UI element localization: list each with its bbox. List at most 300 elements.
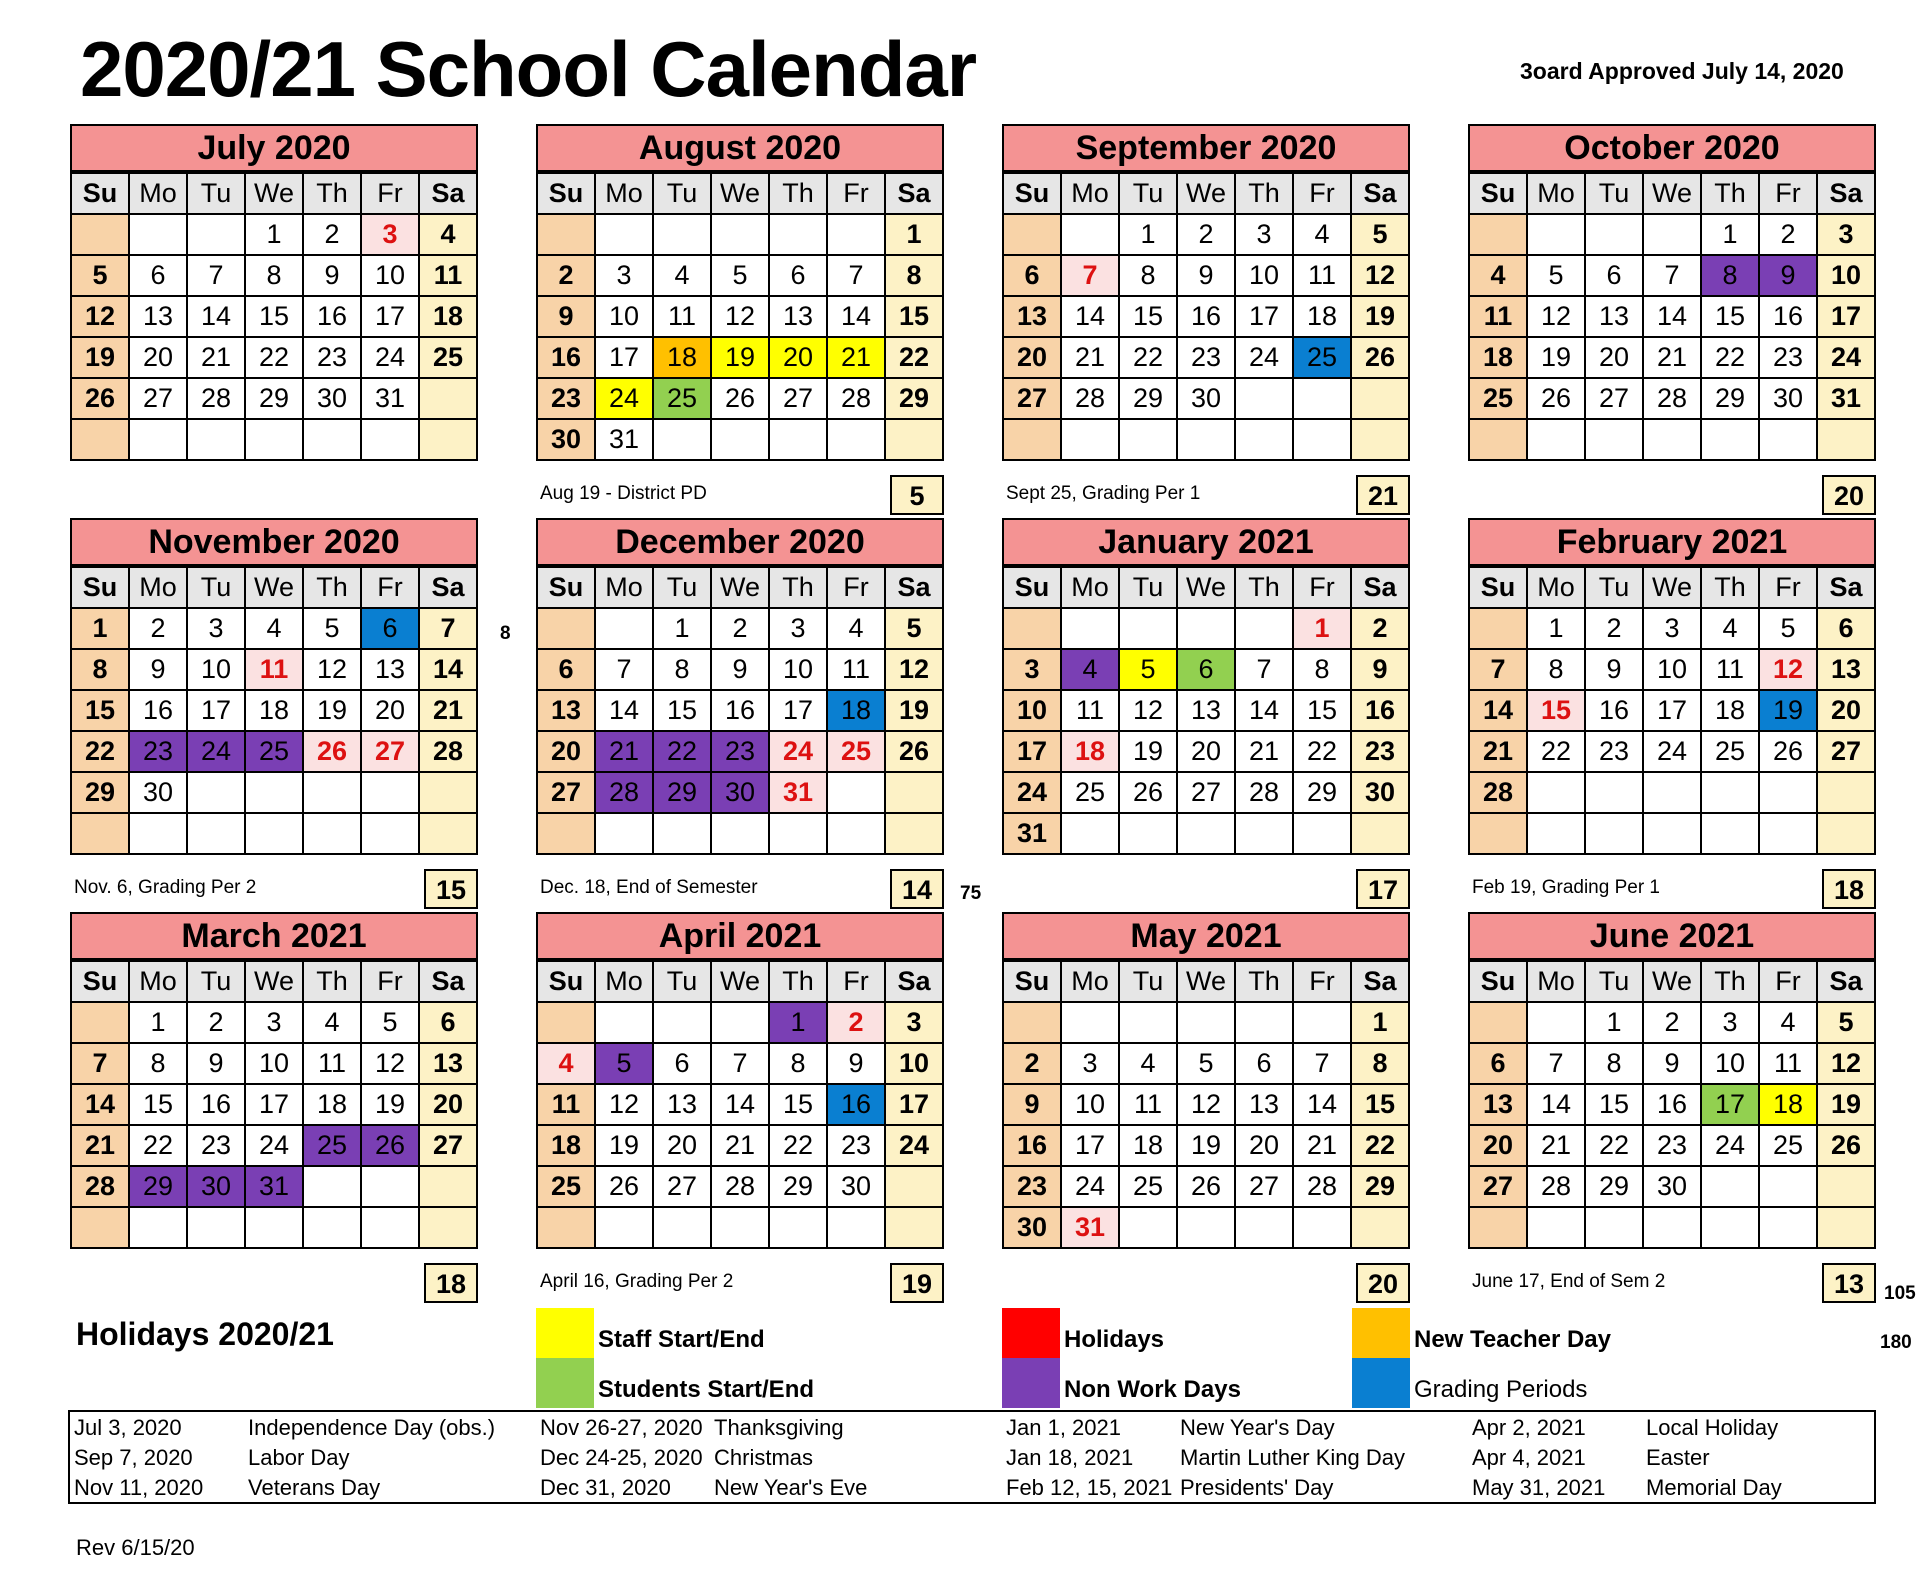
legend-label: Students Start/End: [598, 1376, 815, 1403]
empty-cell: [1061, 419, 1119, 460]
day-cell: 4: [653, 255, 711, 296]
day-cell: 15: [1585, 1084, 1643, 1125]
day-cell: 20: [1817, 690, 1875, 731]
day-cell: 20: [1177, 731, 1235, 772]
holiday-date: Dec 24-25, 2020: [540, 1445, 703, 1470]
day-cell: 13: [1585, 296, 1643, 337]
legend-swatch: [1002, 1308, 1060, 1358]
weekday-header: Mo: [595, 173, 653, 214]
weekday-header: Su: [71, 567, 129, 608]
day-cell: 8: [769, 1043, 827, 1084]
day-cell: 11: [1119, 1084, 1177, 1125]
day-cell: 21: [419, 690, 477, 731]
day-cell: 16: [1759, 296, 1817, 337]
weekday-header: Sa: [1351, 961, 1409, 1002]
day-cell: 30: [827, 1166, 885, 1207]
day-cell: 2: [303, 214, 361, 255]
year-total: 180: [1880, 1332, 1912, 1353]
day-cell: 4: [827, 608, 885, 649]
empty-cell: [1177, 813, 1235, 854]
month-day-count: 18: [1822, 869, 1876, 909]
empty-cell: [1759, 1166, 1817, 1207]
empty-cell: [1469, 1002, 1527, 1043]
empty-cell: [885, 1207, 943, 1248]
day-cell: 31: [245, 1166, 303, 1207]
day-cell: 15: [245, 296, 303, 337]
empty-cell: [129, 419, 187, 460]
day-cell: 22: [1351, 1125, 1409, 1166]
day-cell: 9: [827, 1043, 885, 1084]
day-cell: 21: [595, 731, 653, 772]
day-cell: 18: [1701, 690, 1759, 731]
day-cell: 27: [361, 731, 419, 772]
month-note: Sept 25, Grading Per 1: [1006, 483, 1201, 504]
day-cell: 10: [595, 296, 653, 337]
day-cell: 24: [245, 1125, 303, 1166]
empty-cell: [653, 1207, 711, 1248]
day-cell: 4: [303, 1002, 361, 1043]
day-cell: 5: [595, 1043, 653, 1084]
month-day-count: 20: [1356, 1263, 1410, 1303]
legend-swatch: [1352, 1358, 1410, 1408]
empty-cell: [653, 1002, 711, 1043]
weekday-header: Mo: [1527, 961, 1585, 1002]
weekday-header: Mo: [1061, 567, 1119, 608]
day-cell: 20: [361, 690, 419, 731]
month-day-count: 18: [424, 1263, 478, 1303]
day-cell: 18: [303, 1084, 361, 1125]
empty-cell: [1643, 214, 1701, 255]
day-cell: 9: [1003, 1084, 1061, 1125]
empty-cell: [1585, 419, 1643, 460]
empty-cell: [245, 813, 303, 854]
empty-cell: [1759, 772, 1817, 813]
holiday-date: Nov 11, 2020: [74, 1475, 204, 1500]
day-cell: 25: [1119, 1166, 1177, 1207]
day-cell: 8: [1701, 255, 1759, 296]
month-day-count: 14: [890, 869, 944, 909]
legend-swatch: [536, 1358, 594, 1408]
month-august-2020: [536, 124, 944, 461]
day-cell: 10: [1061, 1084, 1119, 1125]
day-cell: 22: [1527, 731, 1585, 772]
day-cell: 2: [1585, 608, 1643, 649]
weekday-header: Th: [1701, 173, 1759, 214]
day-cell: 23: [1585, 731, 1643, 772]
day-cell: 17: [1643, 690, 1701, 731]
holiday-name: Veterans Day: [248, 1475, 381, 1500]
day-cell: 3: [1061, 1043, 1119, 1084]
empty-cell: [1177, 1207, 1235, 1248]
day-cell: 7: [71, 1043, 129, 1084]
empty-cell: [245, 419, 303, 460]
day-cell: 23: [129, 731, 187, 772]
legend-label: Non Work Days: [1064, 1376, 1241, 1403]
day-cell: 31: [361, 378, 419, 419]
day-cell: 6: [537, 649, 595, 690]
day-cell: 1: [71, 608, 129, 649]
day-cell: 5: [1527, 255, 1585, 296]
day-cell: 21: [711, 1125, 769, 1166]
day-cell: 22: [1119, 337, 1177, 378]
day-cell: 26: [1177, 1166, 1235, 1207]
empty-cell: [1527, 214, 1585, 255]
holiday-date: Apr 4, 2021: [1472, 1445, 1586, 1470]
day-cell: 9: [711, 649, 769, 690]
weekday-header: Sa: [1817, 567, 1875, 608]
empty-cell: [1351, 1207, 1409, 1248]
empty-cell: [245, 1207, 303, 1248]
day-cell: 30: [129, 772, 187, 813]
empty-cell: [1527, 419, 1585, 460]
empty-cell: [1119, 1207, 1177, 1248]
day-cell: 30: [1003, 1207, 1061, 1248]
weekday-header: Fr: [1759, 961, 1817, 1002]
month-june-2021: [1468, 912, 1876, 1249]
day-cell: 17: [245, 1084, 303, 1125]
weekday-header: Tu: [1585, 567, 1643, 608]
day-cell: 30: [187, 1166, 245, 1207]
day-cell: 25: [1701, 731, 1759, 772]
month-day-count: 21: [1356, 475, 1410, 515]
day-cell: 14: [595, 690, 653, 731]
empty-cell: [187, 1207, 245, 1248]
day-cell: 18: [537, 1125, 595, 1166]
empty-cell: [1293, 419, 1351, 460]
empty-cell: [1119, 1002, 1177, 1043]
empty-cell: [1235, 378, 1293, 419]
day-cell: 2: [1003, 1043, 1061, 1084]
day-cell: 28: [1293, 1166, 1351, 1207]
day-cell: 15: [1527, 690, 1585, 731]
empty-cell: [1177, 419, 1235, 460]
day-cell: 1: [245, 214, 303, 255]
day-cell: 22: [1293, 731, 1351, 772]
day-cell: 2: [827, 1002, 885, 1043]
day-cell: 15: [769, 1084, 827, 1125]
day-cell: 19: [1177, 1125, 1235, 1166]
empty-cell: [303, 772, 361, 813]
day-cell: 12: [1351, 255, 1409, 296]
holiday-name: Local Holiday: [1646, 1415, 1779, 1440]
weekday-header: Th: [1235, 961, 1293, 1002]
month-title: September 2020: [1002, 124, 1410, 172]
day-cell: 21: [187, 337, 245, 378]
weekday-header: Tu: [653, 567, 711, 608]
weekday-header: Fr: [827, 961, 885, 1002]
month-title: May 2021: [1002, 912, 1410, 960]
empty-cell: [769, 214, 827, 255]
day-cell: 29: [1293, 772, 1351, 813]
day-cell: 6: [1003, 255, 1061, 296]
day-cell: 5: [1351, 214, 1409, 255]
day-cell: 25: [1469, 378, 1527, 419]
day-cell: 19: [303, 690, 361, 731]
day-cell: 28: [1643, 378, 1701, 419]
day-cell: 7: [711, 1043, 769, 1084]
day-cell: 26: [1817, 1125, 1875, 1166]
month-may-2021: [1002, 912, 1410, 1249]
weekday-header: We: [1643, 961, 1701, 1002]
empty-cell: [361, 1207, 419, 1248]
empty-cell: [1817, 1207, 1875, 1248]
day-cell: 6: [361, 608, 419, 649]
empty-cell: [1701, 1166, 1759, 1207]
day-cell: 24: [1061, 1166, 1119, 1207]
day-cell: 24: [769, 731, 827, 772]
day-cell: 20: [1003, 337, 1061, 378]
day-cell: 26: [1527, 378, 1585, 419]
month-title: June 2021: [1468, 912, 1876, 960]
empty-cell: [1643, 813, 1701, 854]
day-cell: 26: [595, 1166, 653, 1207]
day-cell: 11: [419, 255, 477, 296]
day-cell: 13: [1235, 1084, 1293, 1125]
day-cell: 20: [419, 1084, 477, 1125]
day-cell: 4: [1759, 1002, 1817, 1043]
month-note: Dec. 18, End of Semester: [540, 877, 758, 898]
day-cell: 4: [1469, 255, 1527, 296]
day-cell: 20: [1469, 1125, 1527, 1166]
month-day-count: 17: [1356, 869, 1410, 909]
day-cell: 29: [1119, 378, 1177, 419]
day-cell: 8: [129, 1043, 187, 1084]
weekday-header: Sa: [885, 173, 943, 214]
day-cell: 28: [827, 378, 885, 419]
weekday-header: Fr: [1293, 961, 1351, 1002]
weekday-header: We: [1177, 961, 1235, 1002]
day-cell: 22: [129, 1125, 187, 1166]
day-cell: 10: [1235, 255, 1293, 296]
weekday-header: Sa: [885, 567, 943, 608]
weekday-header: Tu: [1119, 173, 1177, 214]
day-cell: 7: [595, 649, 653, 690]
day-cell: 27: [1585, 378, 1643, 419]
legend-swatch: [1352, 1308, 1410, 1358]
day-cell: 27: [1469, 1166, 1527, 1207]
day-cell: 2: [187, 1002, 245, 1043]
day-cell: 16: [537, 337, 595, 378]
weekday-header: Fr: [361, 567, 419, 608]
empty-cell: [653, 214, 711, 255]
empty-cell: [827, 813, 885, 854]
day-cell: 3: [361, 214, 419, 255]
day-cell: 31: [1061, 1207, 1119, 1248]
weekday-header: Fr: [361, 961, 419, 1002]
day-cell: 14: [1235, 690, 1293, 731]
day-cell: 11: [537, 1084, 595, 1125]
empty-cell: [71, 1207, 129, 1248]
day-cell: 14: [1469, 690, 1527, 731]
day-cell: 14: [1527, 1084, 1585, 1125]
legend-label: Grading Periods: [1414, 1376, 1588, 1403]
day-cell: 25: [1293, 337, 1351, 378]
holiday-date: Sep 7, 2020: [74, 1445, 193, 1470]
day-cell: 23: [1643, 1125, 1701, 1166]
empty-cell: [1293, 1207, 1351, 1248]
empty-cell: [1061, 1002, 1119, 1043]
month-title: July 2020: [70, 124, 478, 172]
empty-cell: [1701, 772, 1759, 813]
empty-cell: [537, 1002, 595, 1043]
empty-cell: [769, 419, 827, 460]
day-cell: 31: [595, 419, 653, 460]
day-cell: 17: [885, 1084, 943, 1125]
day-cell: 13: [537, 690, 595, 731]
day-cell: 10: [885, 1043, 943, 1084]
month-march-2021: [70, 912, 478, 1249]
weekday-header: Th: [1701, 961, 1759, 1002]
day-cell: 5: [1759, 608, 1817, 649]
day-cell: 3: [1701, 1002, 1759, 1043]
weekday-header: Tu: [1585, 961, 1643, 1002]
weekday-header: Tu: [1119, 961, 1177, 1002]
day-cell: 27: [1177, 772, 1235, 813]
weekday-header: Mo: [1061, 961, 1119, 1002]
legend-label: New Teacher Day: [1414, 1326, 1611, 1353]
empty-cell: [1759, 419, 1817, 460]
day-cell: 5: [885, 608, 943, 649]
day-cell: 6: [1585, 255, 1643, 296]
empty-cell: [71, 214, 129, 255]
weekday-header: Tu: [187, 567, 245, 608]
weekday-header: Sa: [1351, 567, 1409, 608]
month-december-2020: [536, 518, 944, 855]
day-cell: 24: [1817, 337, 1875, 378]
day-cell: 30: [1351, 772, 1409, 813]
day-cell: 5: [303, 608, 361, 649]
weekday-header: Tu: [1585, 173, 1643, 214]
weekday-header: Mo: [129, 961, 187, 1002]
day-cell: 2: [711, 608, 769, 649]
day-cell: 7: [187, 255, 245, 296]
holiday-date: May 31, 2021: [1472, 1475, 1606, 1500]
legend-label: Holidays: [1064, 1326, 1165, 1353]
empty-cell: [1119, 419, 1177, 460]
empty-cell: [827, 419, 885, 460]
day-cell: 20: [537, 731, 595, 772]
day-cell: 19: [361, 1084, 419, 1125]
weekday-header: Sa: [419, 961, 477, 1002]
weekday-header: Mo: [1061, 173, 1119, 214]
empty-cell: [1003, 1002, 1061, 1043]
day-cell: 12: [1817, 1043, 1875, 1084]
day-cell: 8: [1351, 1043, 1409, 1084]
day-cell: 7: [1235, 649, 1293, 690]
day-cell: 29: [129, 1166, 187, 1207]
day-cell: 23: [537, 378, 595, 419]
empty-cell: [129, 813, 187, 854]
day-cell: 12: [1527, 296, 1585, 337]
weekday-header: Su: [1469, 173, 1527, 214]
weekday-header: Fr: [1293, 173, 1351, 214]
day-cell: 17: [595, 337, 653, 378]
day-cell: 28: [1235, 772, 1293, 813]
weekday-header: Su: [537, 961, 595, 1002]
day-cell: 30: [1759, 378, 1817, 419]
day-cell: 10: [1643, 649, 1701, 690]
weekday-header: We: [245, 567, 303, 608]
day-cell: 26: [361, 1125, 419, 1166]
day-cell: 4: [1293, 214, 1351, 255]
day-cell: 29: [1351, 1166, 1409, 1207]
day-cell: 21: [71, 1125, 129, 1166]
day-cell: 12: [71, 296, 129, 337]
weekday-header: Fr: [1759, 173, 1817, 214]
day-cell: 31: [1817, 378, 1875, 419]
day-cell: 8: [1293, 649, 1351, 690]
day-cell: 1: [1119, 214, 1177, 255]
day-cell: 26: [1759, 731, 1817, 772]
day-cell: 22: [245, 337, 303, 378]
day-cell: 15: [1351, 1084, 1409, 1125]
empty-cell: [1235, 419, 1293, 460]
month-note: Feb 19, Grading Per 1: [1472, 877, 1660, 898]
day-cell: 11: [1701, 649, 1759, 690]
day-cell: 5: [711, 255, 769, 296]
weekday-header: Mo: [1527, 173, 1585, 214]
empty-cell: [1469, 813, 1527, 854]
weekday-header: We: [711, 961, 769, 1002]
day-cell: 2: [1351, 608, 1409, 649]
day-cell: 17: [1003, 731, 1061, 772]
day-cell: 16: [1177, 296, 1235, 337]
day-cell: 20: [1585, 337, 1643, 378]
day-cell: 19: [885, 690, 943, 731]
empty-cell: [245, 772, 303, 813]
day-cell: 4: [419, 214, 477, 255]
day-cell: 21: [1469, 731, 1527, 772]
day-cell: 24: [187, 731, 245, 772]
empty-cell: [1351, 378, 1409, 419]
empty-cell: [1351, 813, 1409, 854]
empty-cell: [1235, 1207, 1293, 1248]
empty-cell: [1235, 1002, 1293, 1043]
day-cell: 30: [1643, 1166, 1701, 1207]
empty-cell: [827, 214, 885, 255]
day-cell: 29: [245, 378, 303, 419]
holiday-date: Jan 18, 2021: [1006, 1445, 1134, 1470]
empty-cell: [1235, 813, 1293, 854]
empty-cell: [711, 1207, 769, 1248]
weekday-header: Sa: [885, 961, 943, 1002]
day-cell: 22: [1585, 1125, 1643, 1166]
day-cell: 18: [1119, 1125, 1177, 1166]
day-cell: 28: [711, 1166, 769, 1207]
day-cell: 29: [71, 772, 129, 813]
day-cell: 14: [711, 1084, 769, 1125]
day-cell: 2: [1177, 214, 1235, 255]
weekday-header: Sa: [1351, 173, 1409, 214]
day-cell: 1: [1701, 214, 1759, 255]
empty-cell: [1527, 1002, 1585, 1043]
page-title: 2020/21 School Calendar: [80, 25, 977, 113]
day-cell: 1: [1293, 608, 1351, 649]
day-cell: 14: [1061, 296, 1119, 337]
weekday-header: Tu: [187, 961, 245, 1002]
day-cell: 4: [1701, 608, 1759, 649]
empty-cell: [1469, 1207, 1527, 1248]
day-cell: 25: [1061, 772, 1119, 813]
empty-cell: [1527, 813, 1585, 854]
month-february-2021: [1468, 518, 1876, 855]
empty-cell: [419, 1207, 477, 1248]
empty-cell: [1585, 813, 1643, 854]
day-cell: 17: [1235, 296, 1293, 337]
month-title: April 2021: [536, 912, 944, 960]
day-cell: 23: [1003, 1166, 1061, 1207]
day-cell: 3: [187, 608, 245, 649]
